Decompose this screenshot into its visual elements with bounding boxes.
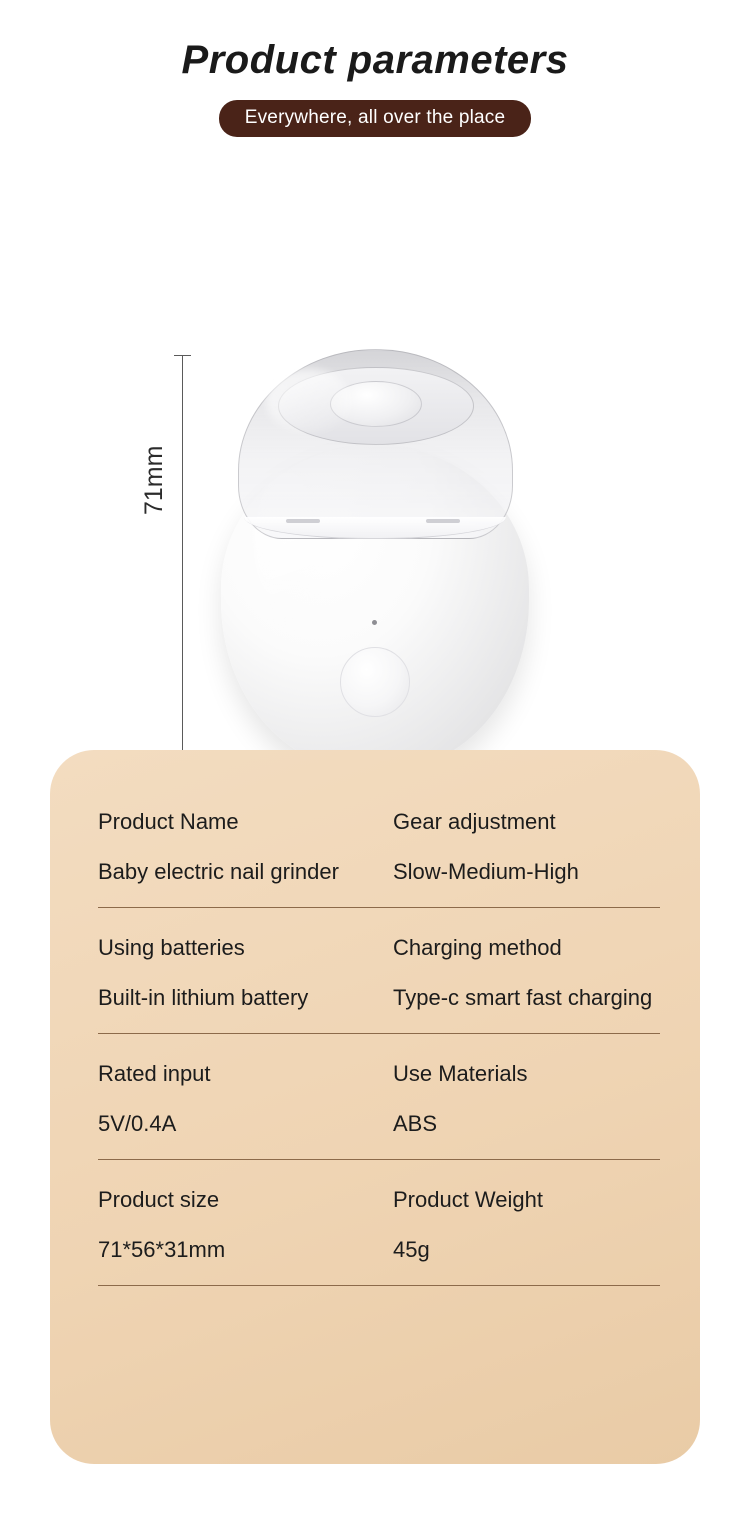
spec-value: ABS <box>393 1110 438 1136</box>
spec-cell-product-weight <box>379 1186 660 1263</box>
spec-value: 71*56*31mm <box>98 1236 226 1262</box>
height-dimension-line <box>182 355 183 780</box>
spec-value: Type-c smart fast charging <box>393 984 653 1010</box>
height-dimension-cap-top <box>174 355 191 356</box>
spec-row <box>98 808 660 908</box>
spec-cell-gear-adjustment <box>379 808 660 885</box>
spec-row <box>98 1060 660 1160</box>
device-notch-right <box>426 519 460 523</box>
product-device-illustration <box>208 345 542 780</box>
spec-label: Product Weight <box>393 1187 544 1212</box>
device-led-indicator <box>372 620 377 625</box>
height-dimension-label: 71mm <box>140 445 168 515</box>
spec-cell-product-size <box>98 1186 379 1263</box>
spec-value: Built-in lithium battery <box>98 984 309 1010</box>
spec-value: Slow-Medium-High <box>393 858 579 884</box>
subtitle-container <box>0 100 750 137</box>
spec-label: Product size <box>98 1187 220 1212</box>
spec-cell-use-materials <box>379 1060 660 1137</box>
spec-cell-using-batteries <box>98 934 379 1011</box>
spec-label: Charging method <box>393 935 562 960</box>
page-title: Product parameters <box>181 38 569 82</box>
spec-cell-product-name <box>98 808 379 885</box>
spec-label: Product Name <box>98 809 239 834</box>
device-power-button <box>340 647 410 717</box>
spec-cell-charging-method <box>379 934 660 1011</box>
spec-row <box>98 934 660 1034</box>
spec-row <box>98 1186 660 1286</box>
device-cap-gloss <box>266 369 352 433</box>
subtitle-badge: Everywhere, all over the place <box>219 100 532 137</box>
spec-label: Gear adjustment <box>393 809 556 834</box>
specification-card <box>50 750 700 1464</box>
product-image-block <box>0 165 750 665</box>
spec-label: Using batteries <box>98 935 245 960</box>
spec-value: 5V/0.4A <box>98 1110 177 1136</box>
device-notch-left <box>286 519 320 523</box>
spec-label: Rated input <box>98 1061 211 1086</box>
spec-cell-rated-input <box>98 1060 379 1137</box>
spec-value: 45g <box>393 1236 430 1262</box>
spec-label: Use Materials <box>393 1061 528 1086</box>
spec-value: Baby electric nail grinder <box>98 858 339 884</box>
